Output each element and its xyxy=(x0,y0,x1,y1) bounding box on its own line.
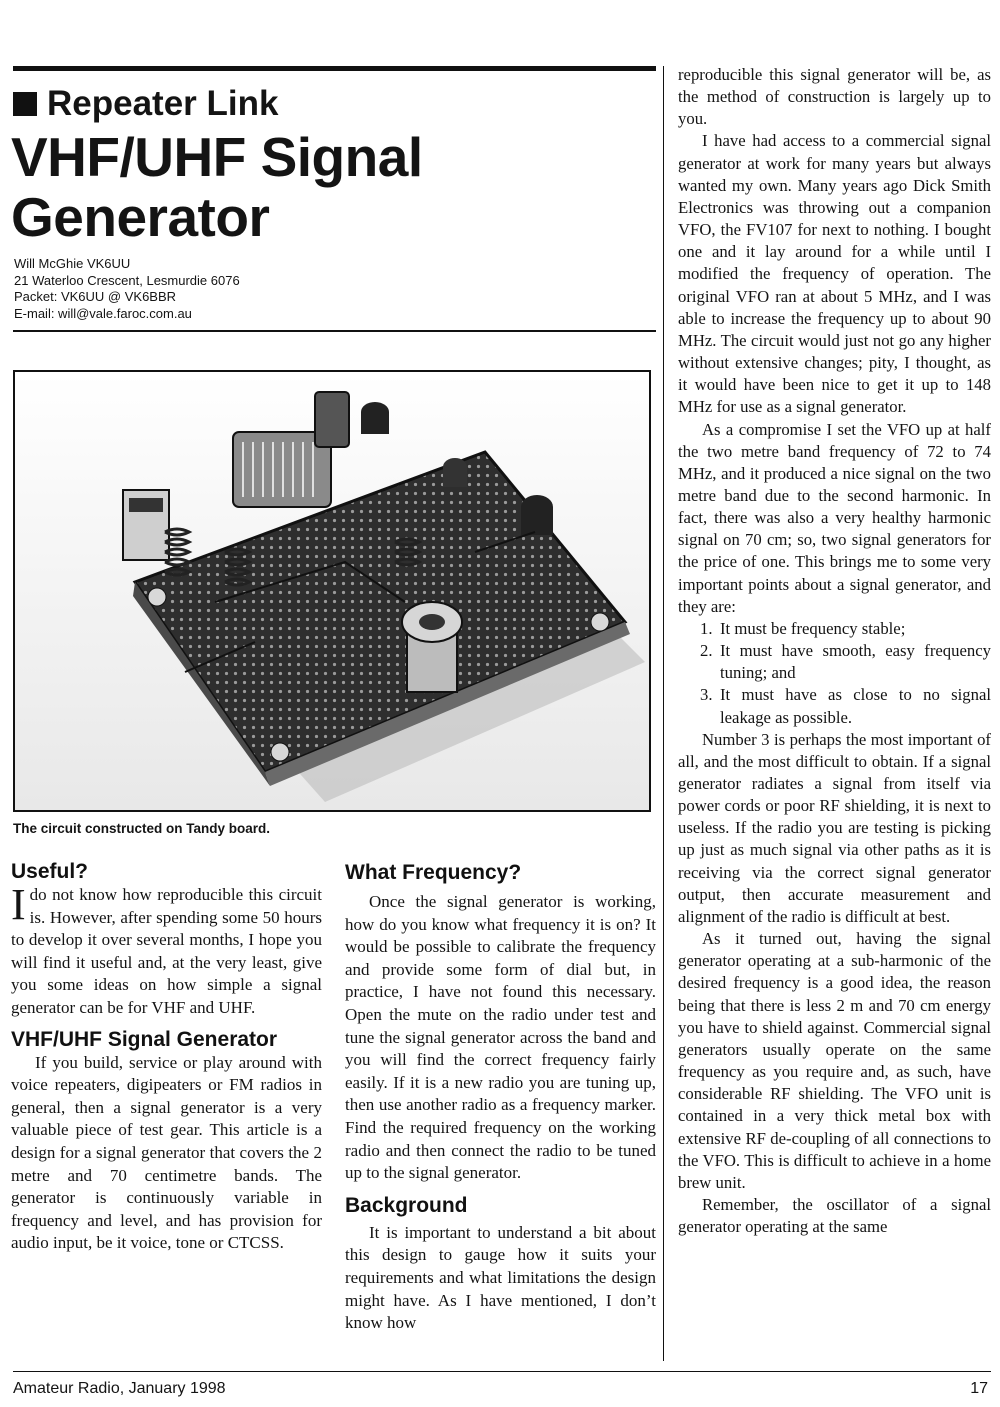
publication-name: Amateur Radio, January 1998 xyxy=(13,1380,226,1397)
page-number: 17 xyxy=(970,1380,988,1397)
author-email: E-mail: will@vale.faroc.com.au xyxy=(14,305,192,321)
author-name: Will McGhie VK6UU xyxy=(14,256,131,271)
col3-paragraph-6: Remember, the oscillator of a signal generator operating at the same xyxy=(678,1194,991,1237)
column-2 xyxy=(345,861,656,1335)
author-address: 21 Waterloo Crescent, Lesmurdie 6076 xyxy=(14,272,240,288)
heading-what-frequency: What Frequency? xyxy=(345,861,522,884)
author-packet: Packet: VK6UU @ VK6BBR xyxy=(14,289,177,304)
col3-paragraph-3: As a compromise I set the VFO up at half the two metre band frequency of 72 to 74 MHz, and it produced a nice signal on the two metre band due to the second harmonic. In fact, there was also a very healthy harmonic signal on 70 cm; so, two signal generators for the price of one. This brings me to some very important points about a signal generator, and they are: xyxy=(678,419,991,616)
list-item: 2. It must have smooth, easy frequency tuning; and xyxy=(700,641,991,683)
col3-paragraph-5: As it turned out, having the signal generator operating at a sub-harmonic of the desired frequency is a good idea, the reason being that there is less 2 m and 70 cm energy you have to shield against. Commercial signal generators usually operate on the same frequency as you require and, as such, have considerable RF shielding. The VFO unit is contained in a very thick metal box with extensive RF de-coupling of all connections to the VFO. This is difficult to achieve in a home brew unit. xyxy=(678,929,991,1192)
kicker xyxy=(13,84,278,124)
column-1 xyxy=(11,860,322,1255)
top-rule xyxy=(13,66,656,71)
heading-vhf-uhf: VHF/UHF Signal Generator xyxy=(11,1027,278,1051)
column-3 xyxy=(678,64,991,1238)
header-bottom-rule xyxy=(13,330,656,332)
col3-paragraph-2: I have had access to a commercial signal generator at work for many years but always wanted my own. Many years ago Dick Smith Electronics was throwing out a companion VFO, the FV107 for next to nothing. I bought one and it lay around for a while until I modified the frequency of operation. The original VFO ran at about 5 MHz, and I was able to increase the frequency up to about 90 MHz. The circuit would just not go any higher without extensive changes; pity, I thought, as it would have been nice to get it up to 148 MHz for use as a signal generator. xyxy=(678,131,991,417)
drop-cap: I xyxy=(11,880,26,929)
useful-paragraph: Ido not know how reproducible this circuit is. However, after spending some 50 hours to develop it over several months, I hope you will find it useful and, at the very least, give you some ideas on how simple a signal generator can be for VHF and UHF. xyxy=(11,880,322,1017)
heading-background: Background xyxy=(345,1193,468,1217)
square-bullet-icon xyxy=(13,92,37,116)
col3-paragraph-1: reproducible this signal generator will be, as the method of construction is largely up to you. xyxy=(678,65,991,129)
circuit-board-illustration xyxy=(15,372,649,810)
footer-rule xyxy=(13,1371,991,1372)
frequency-paragraph: Once the signal generator is working, how do you know what frequency it is on? It would be possible to calibrate the frequency and provide some form of dial but, in practice, I have not found this necessary. Open the mute on the radio under test and tune the signal generator across the band and you will find the correct frequency fairly easily. If it is a new radio you are tuning up, then use another radio as a frequency marker. Find the required frequency on the working radio and then connect the radio to be tuned up to the signal generator. xyxy=(345,892,656,1183)
col3-paragraph-4: Number 3 is perhaps the most important of all, and the most difficult to obtain. If a signal generator radiates a signal from itself via power cords or poor RF shielding, it is next to useless. If the radio you are testing is picking up just as much signal via other paths as it is receiving via the correct signal generator output, then accurate measurement and alignment of the radio is difficult at best. xyxy=(678,729,991,926)
list-item: 3. It must have as close to no signal leakage as possible. xyxy=(700,685,991,727)
circuit-photo xyxy=(13,370,651,812)
background-paragraph: It is important to understand a bit about this design to gauge how it suits your requirements and what limitations the design might have. As I have mentioned, I don’t know how xyxy=(345,1222,656,1333)
list-item: 1. It must be frequency stable; xyxy=(700,618,906,638)
heading-useful: Useful? xyxy=(11,860,89,883)
article-title: VHF/UHF Signal Generator xyxy=(11,126,423,248)
kicker-text: Repeater Link xyxy=(47,84,279,123)
vhf-paragraph: If you build, service or play around with voice repeaters, digipeaters or FM radios in general, then a signal generator is a very valuable piece of test gear. This article is a design for a signal generator that covers the 2 metre and 70 centimetre bands. The generator is continuously variable in frequency and level, and has provision for audio input, be it voice, tone or CTCSS. xyxy=(11,1052,322,1253)
requirements-list xyxy=(678,618,991,729)
byline xyxy=(14,256,240,322)
figure-caption: The circuit constructed on Tandy board. xyxy=(13,821,271,836)
column-divider xyxy=(663,66,664,1361)
